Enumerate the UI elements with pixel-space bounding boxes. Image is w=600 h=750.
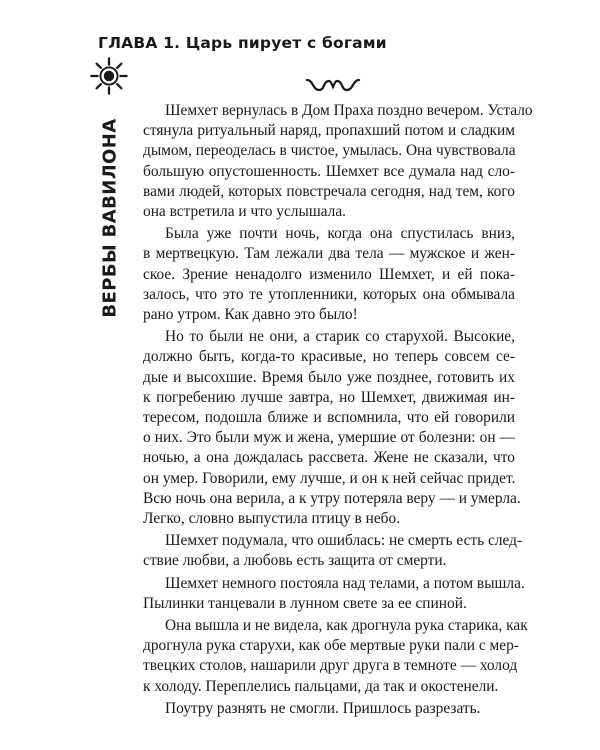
text-line: рано утром. Как давно это было!: [143, 306, 358, 324]
sun-icon: [90, 57, 128, 95]
text-line: Шемхет подумала, что ошиблась: не смерть есть след-: [165, 532, 523, 550]
text-line: Пылинки танцевали в лунном свете за ее спиной.: [143, 594, 467, 612]
text-line: Поутру разнять не смогли. Пришлось разрезать.: [165, 699, 481, 717]
text-line: стянула ритуальный наряд, пропахший потом и сладким: [143, 122, 515, 140]
text-line: Шемхет немного постояла над телами, а потом вышла.: [165, 574, 525, 592]
ornament-icon: [305, 76, 361, 94]
text-line: должно быть, когда-то красивые, но теперь совсем се-: [143, 348, 515, 366]
chapter-header: ГЛАВА 1. Царь пирует с богами: [98, 34, 387, 52]
text-line: он умер. Говорили, ему лучше, и он к ней сейчас придет.: [143, 469, 516, 487]
text-line: о них. Это были муж и жена, умершие от болезни: он —: [143, 429, 515, 447]
text-line: к холоду. Переплелись пальцами, да так и окостенели.: [143, 677, 499, 695]
text-line: к погребению лучше завтра, но Шемхет, движимая ин-: [143, 388, 515, 406]
text-line: большую опустошенность. Шемхет все думала над сло-: [143, 162, 515, 180]
text-line: Всю ночь она верила, а к утру потеряла веру — и умерла.: [143, 489, 521, 507]
text-line: тересом, подошла ближе и вспомнила, что ей говорили: [143, 409, 515, 427]
book-title-vertical: [90, 103, 130, 333]
text-line: Но то были не они, а старик со старухой. Высокие,: [165, 328, 515, 346]
text-line: в мертвецкую. Там лежали два тела — мужское и жен-: [143, 245, 515, 263]
text-line: вами людей, которых повстречала сегодня, над тем, кого: [143, 182, 515, 200]
text-line: Была уже почти ночь, когда она спустилась вниз,: [165, 225, 515, 243]
text-line: ствие любви, а любовь есть защита от смерти.: [143, 552, 447, 570]
text-line: твецких столов, нашарили друг друга в темноте — холод: [143, 657, 518, 675]
text-line: залось, что это те утопленники, которых она обмывала: [143, 285, 515, 303]
text-line: Шемхет вернулась в Дом Праха поздно вечером. Устало: [165, 102, 533, 119]
text-line: дрогнула рука старухи, как обе мертвые руки пали с мер-: [143, 637, 519, 655]
text-line: она встретила и что услышала.: [143, 203, 346, 221]
text-line: дымом, переоделась в чистое, умылась. Она чувствовала: [143, 142, 516, 160]
text-line: ское. Зрение ненадолго изменило Шемхет, и ей пока-: [143, 265, 515, 283]
book-title-text: ВЕРБЫ ВАВИЛОНА: [99, 118, 121, 318]
text-body: [143, 101, 533, 719]
text-line: Легко, словно выпустила птицу в небо.: [143, 510, 401, 528]
text-line: ночью, а она дождалась рассвета. Жене не сказали, что: [143, 449, 515, 467]
text-line: Она вышла и не видела, как дрогнула рука старика, как: [165, 617, 528, 635]
text-line: дые и высохшие. Время было уже позднее, готовить их: [143, 368, 515, 386]
